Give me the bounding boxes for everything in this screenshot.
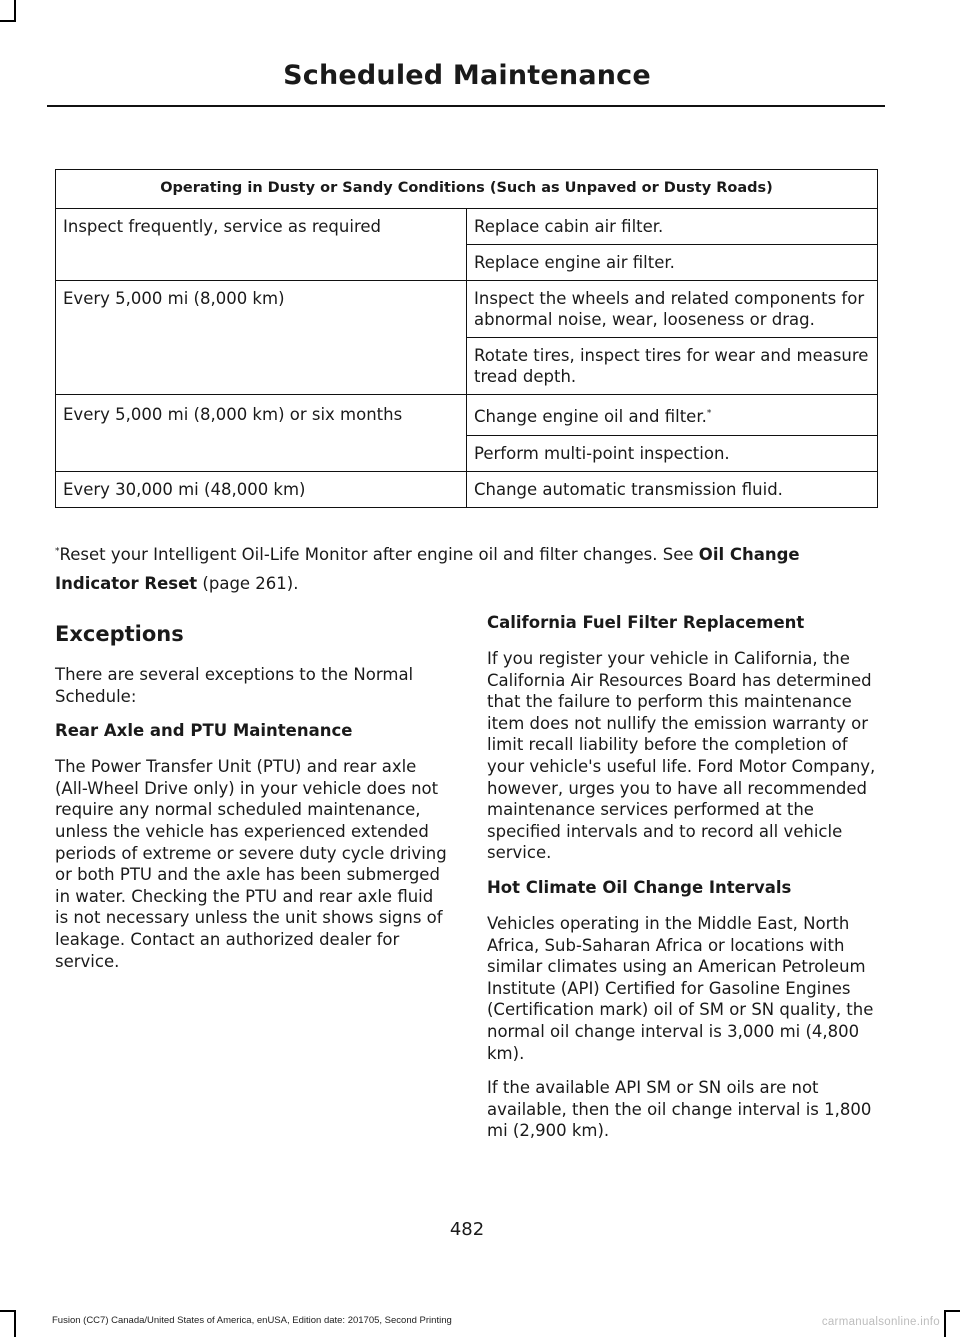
footnote-marker: *: [55, 546, 60, 557]
interval-cell: Inspect frequently, service as required: [56, 209, 467, 281]
crop-mark: [0, 20, 16, 22]
header-divider: [47, 105, 885, 107]
paragraph: If the available API SM or SN oils are not available, then the oil change interval is 1,800 mi (2,900 km).: [487, 1078, 872, 1141]
page-title: Scheduled Maintenance: [283, 60, 651, 91]
action-cell: Rotate tires, inspect tires for wear and measure tread depth.: [467, 338, 878, 395]
crop-mark: [944, 1310, 960, 1312]
interval-cell: Every 5,000 mi (8,000 km) or six months: [56, 395, 467, 472]
paragraph: There are several exceptions to the Normal Schedule:: [55, 665, 414, 706]
paragraph: If you register your vehicle in California, the California Air Resources Board has determined that the failure to perform this maintenance item does not nullify the emission warranty or limit recall liability before the completion of your vehicle's useful life. Ford Motor Company, however, urges you to have all recommended maintenance services performed at the specified intervals and to record all vehicle service.: [487, 649, 876, 863]
crop-mark: [0, 1310, 16, 1312]
watermark: carmanualsonline.info: [821, 1316, 940, 1328]
action-cell: Change automatic transmission fluid.: [467, 472, 878, 508]
interval-cell: Every 30,000 mi (48,000 km): [56, 472, 467, 508]
action-cell: Perform multi-point inspection.: [467, 436, 878, 472]
subsection-heading: Hot Climate Oil Change Intervals: [487, 877, 792, 897]
interval-cell: Every 5,000 mi (8,000 km): [56, 281, 467, 395]
table-footnote: [55, 540, 885, 598]
action-cell: [467, 395, 878, 436]
action-text: Change engine oil and filter.: [474, 407, 707, 426]
crop-mark: [14, 0, 16, 22]
crop-mark: [944, 1310, 946, 1337]
edition-footer: Fusion (CC7) Canada/United States of America, enUSA, Edition date: 201705, Second Printing: [52, 1315, 452, 1326]
table-row: [56, 472, 878, 508]
subsection-heading: Rear Axle and PTU Maintenance: [55, 721, 353, 741]
page-number: 482: [449, 1219, 485, 1240]
page-reference: (page 261).: [197, 574, 299, 593]
paragraph: The Power Transfer Unit (PTU) and rear axle (All-Wheel Drive only) in your vehicle does not require any normal scheduled maintenance, unless the vehicle has experienced extended periods of extreme or severe duty cycle driving or both PTU and the axle has been submerged in water. Checking the PTU and rear axle fluid is not necessary unless the unit shows signs of leakage. Contact an authorized dealer for service.: [55, 757, 447, 971]
cross-reference-link[interactable]: Oil Change Indicator Reset: [55, 545, 800, 593]
action-cell: Inspect the wheels and related components for abnormal noise, wear, looseness or drag.: [467, 281, 878, 338]
table-row: [56, 281, 878, 338]
left-column: [55, 620, 449, 985]
right-column: [487, 612, 881, 1155]
crop-mark: [14, 1310, 16, 1337]
paragraph: Vehicles operating in the Middle East, North Africa, Sub-Saharan Africa or locations with similar climates using an American Petroleum Institute (API) Certified for Gasoline Engines (Certification mark) oil of SM or SN quality, the normal oil change interval is 3,000 mi (4,800 km).: [487, 913, 874, 1063]
footnote-text: Reset your Intelligent Oil-Life Monitor after engine oil and filter changes. See: [59, 545, 699, 564]
table-heading: Operating in Dusty or Sandy Conditions (Such as Unpaved or Dusty Roads): [56, 170, 878, 209]
maintenance-table: [55, 169, 878, 508]
section-heading: Exceptions: [55, 622, 184, 646]
footnote-marker: *: [706, 408, 712, 419]
table-row: [56, 395, 878, 436]
table-row: [56, 209, 878, 245]
action-cell: Replace cabin air filter.: [467, 209, 878, 245]
action-cell: Replace engine air filter.: [467, 245, 878, 281]
subsection-heading: California Fuel Filter Replacement: [487, 613, 805, 632]
